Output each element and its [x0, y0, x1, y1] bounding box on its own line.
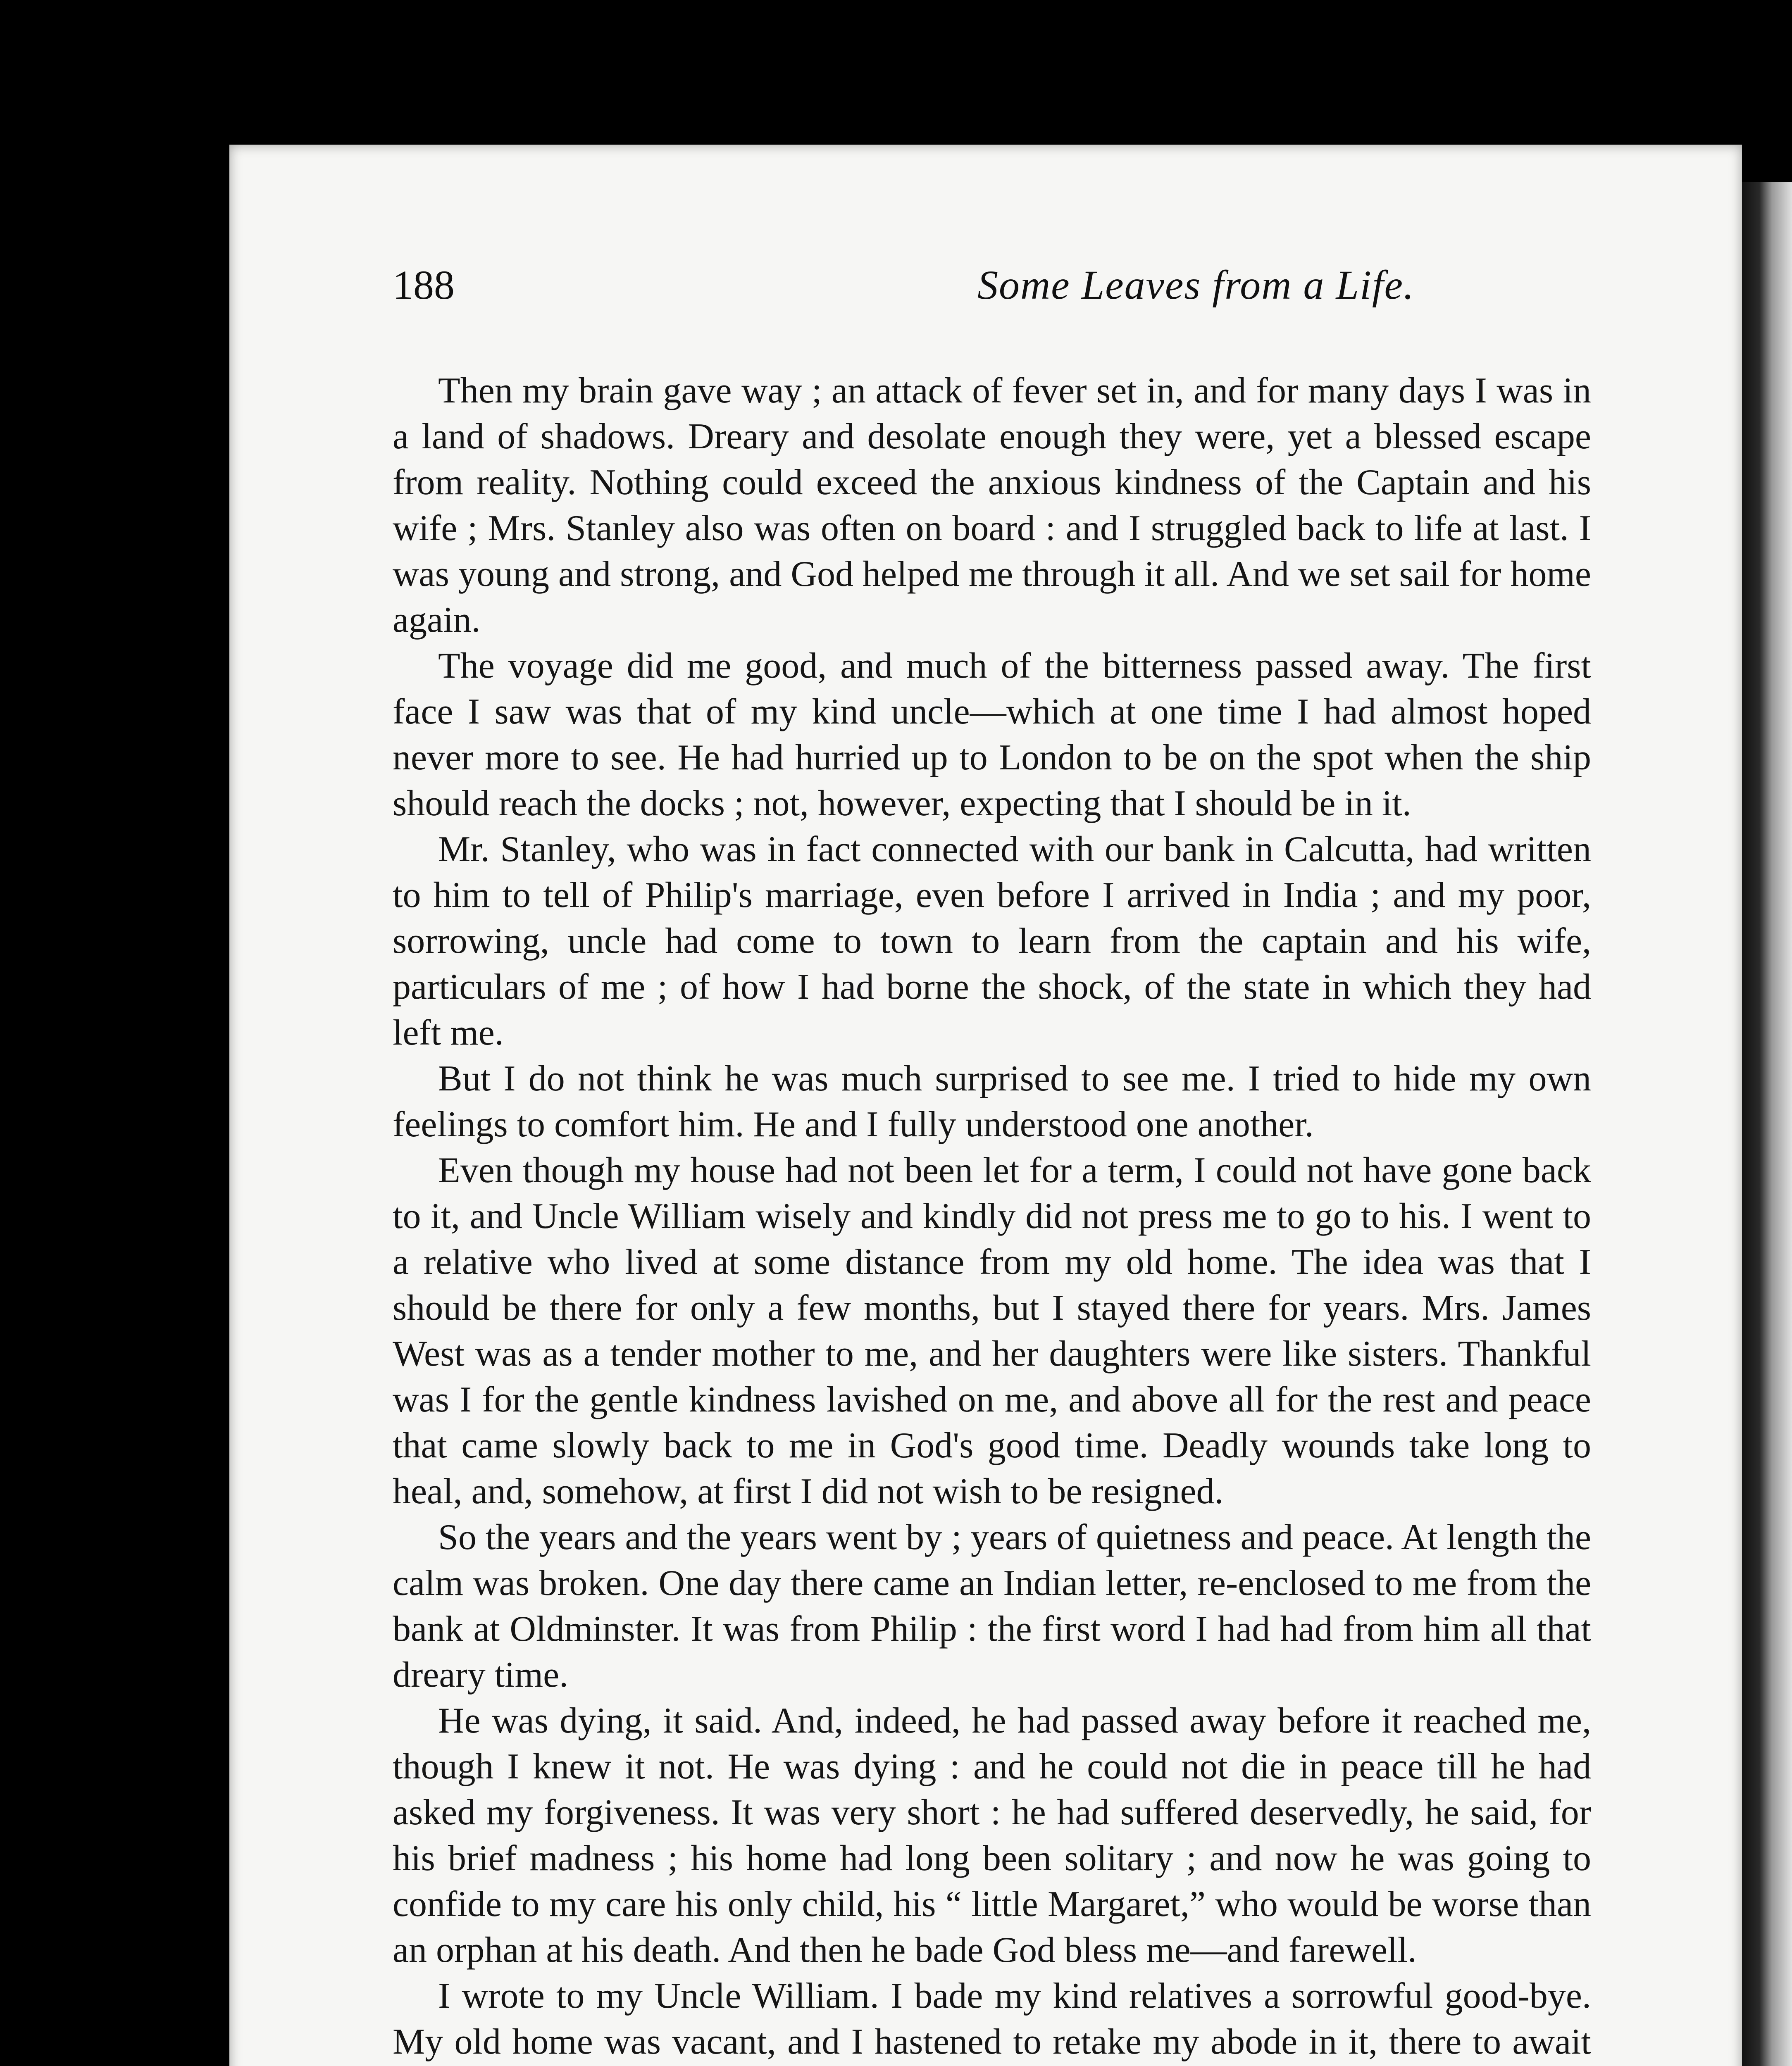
paragraph: Then my brain gave way ; an attack of fever set in, and for many days I was in a land of shadows. Dreary and desolate enough they were, yet a blessed escape from reality. Nothing could exceed the anxious kindness of the Captain and his wife ; Mrs. Stanley also was often on board : and I struggled back to life at last. I was young and strong, and God helped me through it all. And we set sail for home again.: [393, 371, 1591, 640]
book-page: [229, 145, 1742, 2066]
adjacent-page-edge: [1742, 182, 1792, 2066]
paragraph: Mr. Stanley, who was in fact connected with our bank in Calcutta, had written to him to tell of Philip's marriage, even before I arrived in India ; and my poor, sorrowing, uncle had come to town to learn from the captain and his wife, particulars of me ; of how I had borne the shock, of the state in which they had left me.: [393, 829, 1591, 1053]
page-header: [393, 264, 1792, 339]
running-title: Some Leaves from a Life.: [977, 262, 1415, 308]
paragraph: So the years and the years went by ; years of quietness and peace. At length the calm was broken. One day there came an Indian letter, re-enclosed to me from the bank at Oldminster. It was from Philip : the first word I had had from him all that dreary time.: [393, 1517, 1591, 1695]
paragraph: Even though my house had not been let for a term, I could not have gone back to it, and Uncle William wisely and kindly did not press me to go to his. I went to a relative who lived at some distance from my old home. The idea was that I should be there for only a few months, but I stayed there for years. Mrs. James West was as a tender mother to me, and her daughters were like sisters. Thankful was I for the gentle kindness lavished on me, and above all for the rest and peace that came slowly back to me in God's good time. Deadly wounds take long to heal, and, somehow, at first I did not wish to be resigned.: [393, 1150, 1591, 1511]
paragraph: The voyage did me good, and much of the bitterness passed away. The first face I saw was that of my kind uncle—which at one time I had almost hoped never more to see. He had hurried up to London to be on the spot when the ship should reach the docks ; not, however, expecting that I should be in it.: [393, 646, 1591, 824]
page-number: 188: [393, 262, 455, 308]
paragraph: I wrote to my Uncle William. I bade my kind relatives a sorrowful good-bye. My old home was vacant, and I hastened to retake my abode in it, there to await: [393, 1976, 1591, 2062]
paragraph: But I do not think he was much surprised to see me. I tried to hide my own feelings to comfort him. He and I fully understood one another.: [393, 1059, 1591, 1145]
page-body: [393, 368, 1591, 2066]
paragraph: He was dying, it said. And, indeed, he had passed away before it reached me, though I knew it not. He was dying : and he could not die in peace till he had asked my forgiveness. It was very short : he had suffered deservedly, he said, for his brief madness ; his home had long been solitary ; and now he was going to confide to my care his only child, his “ little Margaret,” who would be worse than an orphan at his death. And then he bade God bless me—and farewell.: [393, 1701, 1591, 1970]
